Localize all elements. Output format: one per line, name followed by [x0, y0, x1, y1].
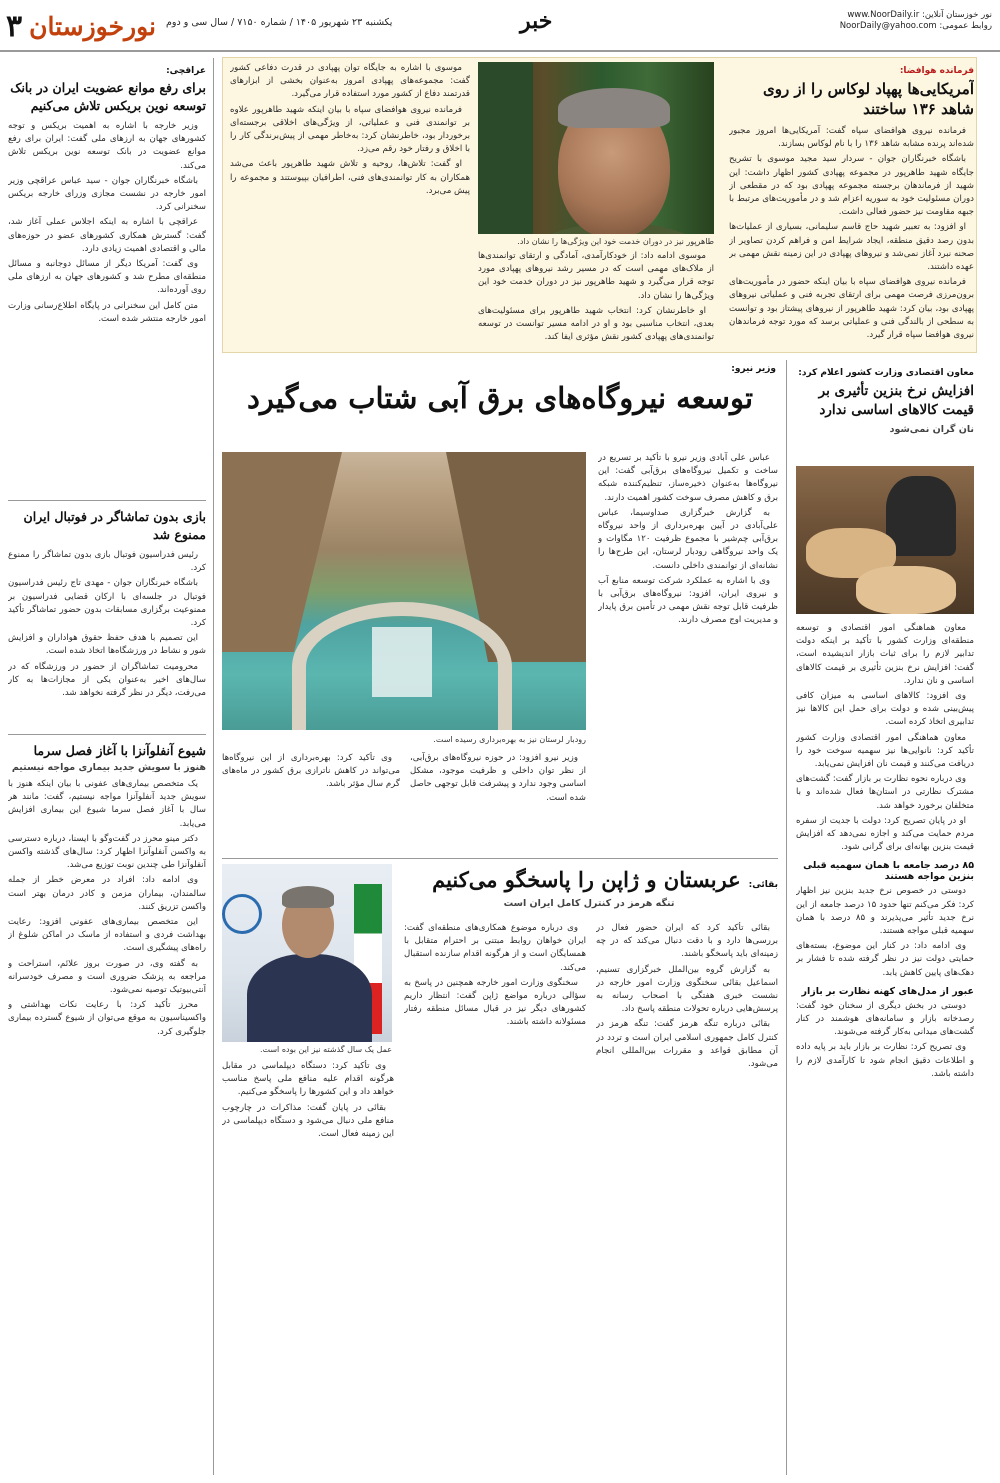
paragraph: موسوی با اشاره به جایگاه توان پهپادی در قدرت دفاعی کشور گفت: مجموعه‌های پهپادی امروز به‌عنوان بخشی از ابزارهای قدرتمند دفاع از کشور مورد استفاده قرار می‌گیرد. [230, 63, 470, 100]
price-body-3 [796, 1000, 974, 1081]
feature-body-c [230, 62, 470, 198]
feature-photo-caption: طاهرپور نیز در دوران خدمت خود این ویژگی‌ها را نشان داد. [517, 237, 714, 246]
feature-kicker: فرمانده هوافضا: [899, 66, 974, 76]
paragraph: یک متخصص بیماری‌های عفونی با بیان اینکه هنوز با سویش جدید آنفلوآنزا مواجه نیستیم، گفت: مانند هر سال با آغاز فصل سرما شیوع این بیماری افزایش می‌یابد. [8, 779, 206, 829]
dam-photo-caption: رودبار لرستان نیز به بهره‌برداری رسیده است. [433, 735, 586, 744]
price-kicker: معاون اقتصادی وزارت کشور اعلام کرد: [798, 368, 974, 378]
price-header [794, 368, 974, 468]
football-body [8, 549, 206, 700]
paragraph: وی تأکید کرد: دستگاه دیپلماسی در مقابل هرگونه اقدام علیه منافع ملی پاسخ مناسب خواهد داد و این کشورها را پاسخگو می‌کنیم. [222, 1061, 394, 1098]
section-title: خبر [520, 8, 553, 34]
feature-text-column [729, 66, 974, 348]
lead-body-a [598, 452, 778, 628]
paragraph: محرز تأکید کرد: با رعایت نکات بهداشتی و واکسیناسیون به موقع می‌توان از شیوع گسترده بیماری جلوگیری کرد. [8, 1000, 206, 1037]
lead-body-column-3 [222, 752, 400, 852]
brics-body [8, 120, 206, 326]
lead-body-column-1 [598, 452, 778, 852]
paragraph: وی درباره نحوه نظارت بر بازار گفت: گشت‌های مشترک نظارتی در استان‌ها فعال شده‌اند و با متخلفان برخورد خواهد شد. [796, 774, 974, 811]
paragraph: وزیر نیرو افزود: در حوزه نیروگاه‌های برق‌آبی، از نظر توان داخلی و ظرفیت موجود، مشکل اساسی وجود ندارد و پیشرفت قابل توجهی حاصل شده است. [410, 753, 586, 803]
paragraph: وی ادامه داد: افراد در معرض خطر از جمله سالمندان، بیماران مزمن و کادر درمان بهتر است واکسن تزریق کنند. [8, 875, 206, 912]
paragraph: عراقچی با اشاره به اینکه اجلاس عملی آغاز شد، گفت: گسترش همکاری کشورهای عضو در حوزه‌های مالی و اقتصادی اهمیت زیادی دارد. [8, 217, 206, 254]
paragraph: باشگاه خبرنگاران جوان - سید عباس عراقچی وزیر امور خارجه در نشست مجازی وزرای خارجه بریکس سخنرانی کرد. [8, 175, 206, 213]
column-divider [213, 58, 214, 1475]
hair-shape [282, 886, 334, 908]
paragraph: دوستی در بخش دیگری از سخنان خود گفت: رصدخانه بازار و سامانه‌های هوشمند در کنار گشت‌های میدانی به‌کار گرفته می‌شوند. [796, 1000, 974, 1038]
football-article [8, 508, 206, 728]
ministry-logo-icon [222, 894, 262, 934]
newspaper-logo: نورخوزستان [29, 11, 156, 41]
paragraph: به گزارش گروه بین‌الملل خبرگزاری تسنیم، اسماعیل بقائی سخنگوی وزارت امور خارجه در نشست خبری هفتگی با اصحاب رسانه به پرسش‌هایی درباره تحولات منطقه پاسخ داد. [596, 964, 778, 1015]
paragraph: معاون هماهنگی امور اقتصادی وزارت کشور تأکید کرد: نانوایی‌ها نیز سهمیه سوخت خود را دریافت می‌کنند و قیمت نان افزایش نمی‌یابد. [796, 732, 974, 770]
lead-header [224, 364, 776, 444]
saudi-body-column-1 [596, 922, 778, 1475]
feature-body-a [729, 125, 974, 342]
paragraph: معاون هماهنگی امور اقتصادی و توسعه منطقه‌ای وزارت کشور با تأکید بر اینکه دولت تدابیر لازم را برای ثبات بازار اندیشیده است، گفت: افزایش نرخ بنزین تأثیری بر قیمت کالاهای اساسی و نان ندارد. [796, 623, 974, 686]
paragraph: وی ادامه داد: در کنار این موضوع، بسته‌های حمایتی دولت نیز در نظر گرفته شده تا فشار بر دهک‌های پایین کاهش یابد. [796, 941, 974, 978]
price-body-column [796, 622, 974, 1477]
feature-text-column-2 [478, 250, 714, 348]
dam-photo [222, 452, 586, 730]
hair-shape [558, 88, 670, 128]
price-subhead: نان گران نمی‌شود [889, 424, 974, 435]
paragraph: وزیر خارجه با اشاره به اهمیت بریکس و توجه کشورهای جهان به ارزهای ملی گفت: ایران برای رفع موانع عضویت در بانک توسعه نوین بریکس تلاش می‌کند. [8, 121, 206, 171]
lead-body-c [222, 752, 400, 792]
issue-date-line: یکشنبه ۲۳ شهریور ۱۴۰۵ / شماره ۷۱۵۰ / سال سی و دوم [166, 17, 393, 28]
paragraph: وی افزود: کالاهای اساسی به میزان کافی پیش‌بینی شده و دولت برای حمل این کالاها نیز تدابیری اتخاذ کرده است. [796, 691, 974, 728]
flag-shape [478, 62, 533, 234]
paragraph: باشگاه خبرنگاران جوان - مهدی تاج رئیس فدراسیون فوتبال در جلسه‌ای با ارکان قضایی فدراسیون بر ممنوعیت برگزاری مسابقات بدون حضور تماشاگر تأکید کرد. [8, 578, 206, 629]
lead-body-b [410, 752, 586, 805]
paragraph: او افزود: به تعبیر شهید حاج قاسم سلیمانی، بسیاری از عملیات‌ها بدون رصد دقیق منطقه، ایجاد شرایط امن و فراهم کردن تصاویر از صحنه نبرد آغاز نمی‌شد و نیروهای پهپادی در این زمینه نقش مهمی بر عهده داشتند. [729, 222, 974, 273]
article-divider [8, 734, 206, 735]
brics-kicker: عراقچی: [166, 66, 206, 76]
paragraph: رئیس فدراسیون فوتبال بازی بدون تماشاگر را ممنوع کرد. [8, 550, 206, 574]
saudi-body-c [222, 1060, 394, 1141]
paragraph: باشگاه خبرنگاران جوان - سردار سید مجید موسوی با تشریح جایگاه شهید طاهرپور در مجموعه پهپادی کشور اظهار داشت: این شهید از فرماندهان برجسته مجموعه پهپادی بود که در مقطعی از دوران مسئولیت خود به سوریه اعزام شد و در مأموریت‌های مرتبط با جبهه مقاومت نیز حضور فعالی داشت. [729, 154, 974, 218]
saudi-header [400, 866, 778, 918]
spokesman-photo [222, 864, 392, 1042]
paragraph: وی گفت: آمریکا دیگر از مسائل دوجانبه و مسائل منطقه‌ای مطرح شد و کشورهای جهان به ارزهای ملی روی آورده‌اند. [8, 259, 206, 296]
paragraph: متن کامل این سخنرانی در پایگاه اطلاع‌رسانی وزارت امور خارجه منتشر شده است. [8, 300, 206, 324]
paragraph: بقائی درباره تنگه هرمز گفت: تنگه هرمز در کنترل کامل جمهوری اسلامی ایران است و تردد در آن مطابق قواعد و مقررات بین‌المللی انجام می‌شود. [596, 1019, 778, 1070]
saudi-headline-row [400, 866, 778, 894]
paragraph: به گفته وی، در صورت بروز علائم، استراحت و مراجعه به پزشک ضروری است و مصرف خودسرانه آنتی‌بیوتیک توصیه نمی‌شود. [8, 958, 206, 996]
flu-article [8, 742, 206, 1475]
saudi-body-b [404, 922, 586, 1030]
feature-text-column-3 [230, 62, 470, 348]
spillway-shape [372, 627, 432, 697]
saudi-headline[interactable]: عربستان و ژاپن را پاسخگو می‌کنیم [432, 867, 741, 892]
price-headline[interactable]: افزایش نرخ بنزین تأثیری بر قیمت کالاهای اساسی ندارد [818, 383, 974, 418]
price-bold-subhead: ۸۵ درصد جامعه با همان سهمیه قبلی بنزین مواجه هستند [803, 860, 974, 883]
iran-brics-article [8, 66, 206, 486]
feature-headline[interactable]: آمریکایی‌ها پهپاد لوکاس را از روی شاهد ۱۳۶ ساختند [762, 80, 974, 118]
flu-subhead: هنوز با سویش جدید بیماری مواجه نیستیم [11, 762, 206, 773]
paragraph: او خاطرنشان کرد: انتخاب شهید طاهرپور برای مسئولیت‌های بعدی، انتخاب مناسبی بود و او در ادامه مسیر توانست در توسعه توانمندی‌های پهپادی کشور نقش مؤثری ایفا کند. [478, 305, 714, 343]
page-number: ۳ [6, 8, 23, 44]
paragraph: فرمانده نیروی هوافضای سپاه با بیان اینکه شهید طاهرپور علاوه بر توانمندی فنی و عملیاتی، از ویژگی‌های اخلاقی برجسته‌ای برخوردار بود، خاطرنشان کرد: به‌خاطر مهمی از پیش‌برندگی کار را با اخلاق و رفتار خود رقم می‌زد. [230, 104, 470, 155]
paragraph: وی درباره موضوع همکاری‌های منطقه‌ای گفت: ایران خواهان روابط مبتنی بر احترام متقابل با همسایگان است و از هرگونه اقدام سازنده استقبال می‌کند. [404, 923, 586, 973]
saudi-subhead: تنگه هرمز در کنترل کامل ایران است [503, 898, 675, 909]
lead-body-column-2 [410, 752, 586, 852]
saudi-body-a [596, 922, 778, 1071]
paragraph: او گفت: تلاش‌ها، روحیه و تلاش شهید طاهرپور باعث می‌شد همکاران به کار توانمندی‌های فنی، اطرافیان بپیوستند و مجموعه را پیش می‌برد. [230, 159, 470, 196]
baker-shape [886, 476, 956, 556]
paragraph: به گزارش خبرگزاری صداوسیما، عباس علی‌آبادی در آیین بهره‌برداری از واحد نیروگاه برق‌آبی چم‌شیر با مجموع ظرفیت ۱۲۰ مگاوات و یک واحد نیروگاهی رودبار لرستان، این طرح‌ها را نشانه‌ای از توانمندی داخلی دانست. [598, 507, 778, 571]
paragraph: بقائی در پایان گفت: مذاکرات در چارچوب منافع ملی دنبال می‌شود و دستگاه دیپلماسی در این زمینه فعال است. [222, 1102, 394, 1140]
article-divider [8, 500, 206, 501]
email-line[interactable]: روابط عمومی: NoorDaily@yahoo.com [839, 21, 992, 31]
brics-headline[interactable]: برای رفع موانع عضویت ایران در بانک توسعه نوین بریکس تلاش می‌کنیم [10, 80, 206, 113]
paragraph: وی تأکید کرد: بهره‌برداری از این نیروگاه‌ها می‌تواند در کاهش ناترازی برق کشور در ماه‌های گرم سال مؤثر باشد. [222, 753, 400, 790]
masthead [0, 0, 1000, 52]
paragraph: او در پایان تصریح کرد: دولت با جدیت از سفره مردم حمایت می‌کند و اجازه نمی‌دهد که افزایش قیمت بنزین بهانه‌ای برای گرانی شود. [796, 815, 974, 853]
paragraph: وی تصریح کرد: نظارت بر بازار باید بر پایه داده و اطلاعات دقیق انجام شود تا کارآمدی لازم را داشته باشد. [796, 1042, 974, 1079]
paragraph: فرمانده نیروی هوافضای سپاه با بیان اینکه حضور در مأموریت‌های برون‌مرزی فرصت مهمی برای ارتقای تجربه فنی و عملیاتی نیروهای پهپادی بود، بیان کرد: شهید طاهرپور از نیروهای پیشتاز بود و توانست به سطحی از بالندگی فنی و عملیاتی برسد که مورد توجه فرماندهان نیروی هوافضا سپاه قرار گیرد. [729, 277, 974, 341]
saudi-body-column-2 [404, 922, 586, 1475]
paragraph: موسوی ادامه داد: از خودکارآمدی، آمادگی و ارتقای توانمندی‌ها از ملاک‌های مهمی است که در مسیر رشد نیروهای پهپادی مورد توجه قرار می‌گیرد و شهید طاهرپور نیز در دوران خدمت خود این ویژگی‌ها را نشان داد. [478, 251, 714, 301]
paragraph: فرمانده نیروی هوافضای سپاه گفت: آمریکایی‌ها امروز مجبور شده‌اند پرنده مشابه شاهد ۱۳۶ را با نام لوکاس بسازند. [729, 126, 974, 150]
saudi-body-column-3 [222, 1060, 394, 1475]
spokesman-photo-caption: عمل یک سال گذشته نیز این بوده است. [259, 1045, 392, 1054]
price-body [796, 622, 974, 854]
paragraph: دکتر مینو محرز در گفت‌وگو با ایسنا، درباره دسترسی به واکسن آنفلوآنزا اظهار کرد: سال‌های گذشته واکسن آنفلوآنزا طی چندین نوبت توزیع می‌شد. [8, 833, 206, 871]
bread-photo [796, 466, 974, 614]
paragraph: محرومیت تماشاگران از حضور در ورزشگاه که در سال‌های اخیر به‌عنوان یکی از مجازات‌ها به کار می‌رفت، دیگر در نظر گرفته نخواهد شد. [8, 661, 206, 699]
flu-body [8, 778, 206, 1039]
flu-headline[interactable]: شیوع آنفلوآنزا با آغاز فصل سرما [33, 743, 206, 758]
section-divider [222, 858, 778, 859]
price-body-2 [796, 885, 974, 979]
price-bold-subhead-2: عبور از مدل‌های کهنه نظارت بر بازار [801, 985, 974, 997]
bread-loaf-shape [856, 566, 956, 614]
paragraph: بقائی تأکید کرد که ایران حضور فعال در بررسی‌ها دارد و با دقت دنبال می‌کند که در چه زمینه‌ای باید پاسخگو باشند. [596, 923, 778, 960]
suit-shape [247, 954, 372, 1042]
paragraph: عباس علی آبادی وزیر نیرو با تأکید بر تسریع در ساخت و تکمیل نیروگاه‌های برق‌آبی گفت: این نیروگاه‌ها به‌عنوان ذخیره‌ساز، تنظیم‌کننده شبکه برق و کاهش مصرف سوخت کشور اهمیت دارند. [598, 453, 778, 503]
paragraph: دوستی در خصوص نرخ جدید بنزین نیز اظهار کرد: فکر می‌کنم تنها حدود ۱۵ درصد جامعه از این نرخ جدید تأثیر می‌پذیرند و ۸۵ درصد با همان سهمیه قبلی مواجه هستند. [796, 886, 974, 937]
lead-kicker: وزیر نیرو: [731, 364, 776, 374]
lead-headline[interactable]: توسعه نیروگاه‌های برق آبی شتاب می‌گیرد [246, 381, 754, 415]
feature-body-b [478, 250, 714, 344]
general-portrait-photo [478, 62, 714, 234]
football-headline[interactable]: بازی بدون تماشاگر در فوتبال ایران ممنوع شد [23, 509, 206, 542]
paragraph: این متخصص بیماری‌های عفونی افزود: رعایت بهداشت فردی و استفاده از ماسک در اماکن شلوغ از راه‌های پیشگیری است. [8, 917, 206, 954]
column-divider [786, 360, 787, 1475]
website-line[interactable]: نور خوزستان آنلاین: www.NoorDaily.ir [847, 10, 992, 20]
paragraph: وی با اشاره به عملکرد شرکت توسعه منابع آب و نیروی ایران، افزود: نیروگاه‌های برق‌آبی با ظرفیت قابل توجه نقش مهمی در تأمین برق پایدار و مدیریت اوج مصرف دارند. [598, 575, 778, 626]
brand [6, 4, 156, 48]
contact-info [802, 10, 992, 32]
paragraph: این تصمیم با هدف حفظ حقوق هواداران و افزایش شور و نشاط در ورزشگاه‌ها اتخاذ شده است. [8, 633, 206, 657]
saudi-kicker: بقائی: [748, 880, 778, 890]
paragraph: سخنگوی وزارت امور خارجه همچنین در پاسخ به سؤالی درباره مواضع ژاپن گفت: انتظار داریم کشورهای دیگر نیز در قبال مسائل منطقه رفتار مسئولانه داشته باشند. [404, 977, 586, 1028]
